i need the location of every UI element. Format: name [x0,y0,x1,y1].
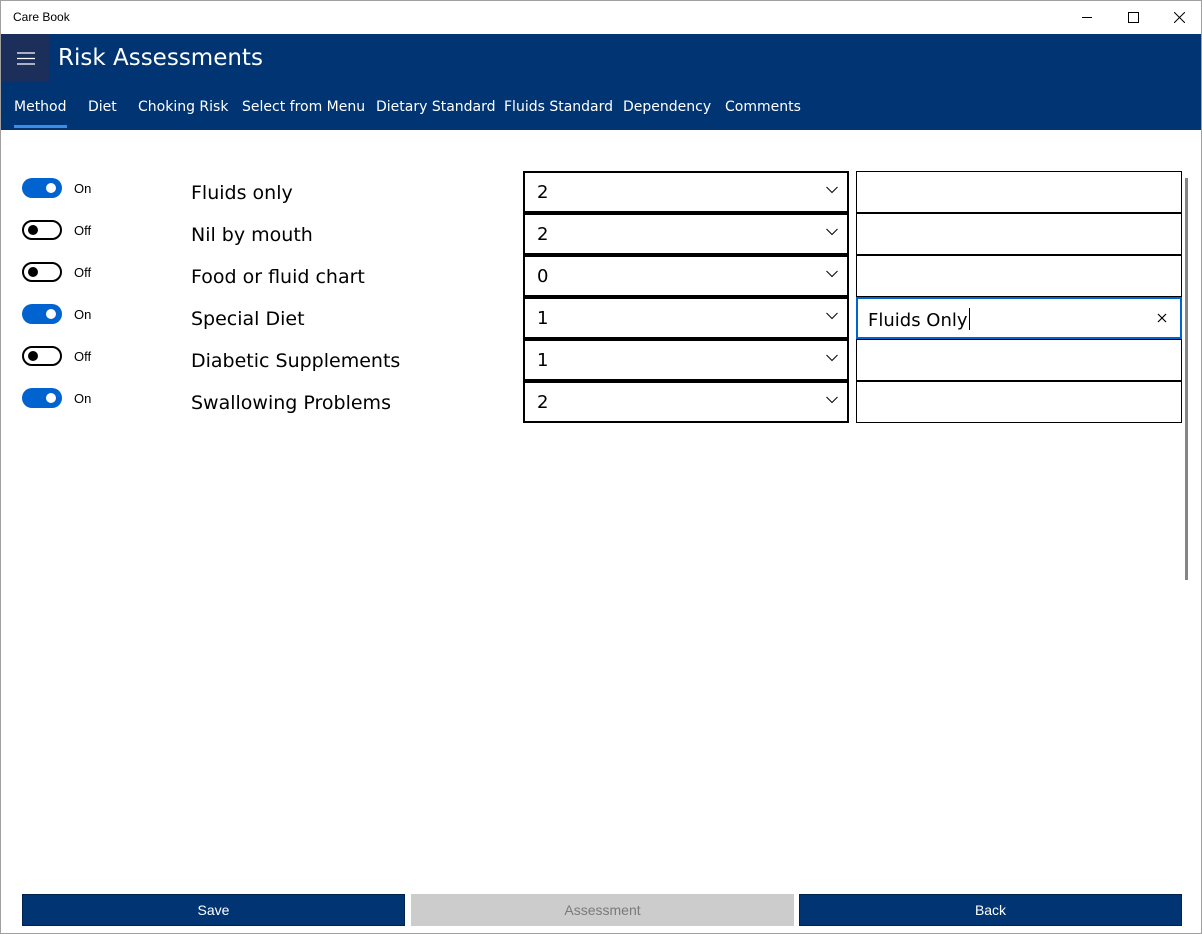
app-title: Care Book [13,10,70,24]
score-value: 2 [537,182,549,203]
row-label: Fluids only [191,182,293,204]
tab-fluids-standard[interactable]: Fluids Standard [504,99,614,115]
note-field[interactable] [856,297,1182,339]
row-label: Special Diet [191,308,305,330]
close-icon [1174,12,1185,23]
note-field[interactable] [856,381,1182,423]
maximize-button[interactable] [1110,1,1156,34]
chevron-down-icon [826,312,838,320]
note-field[interactable] [856,171,1182,213]
assessment-row-fluids-only [1,171,1201,213]
score-dropdown[interactable] [523,339,849,381]
special-diet-toggle[interactable] [22,304,62,324]
minimize-icon [1082,12,1093,23]
fluids-only-toggle[interactable] [22,178,62,198]
hamburger-icon [17,52,35,65]
app-header [1,34,1201,130]
toggle-state-label: Off [74,349,92,364]
score-dropdown[interactable] [523,255,849,297]
assessment-row-food-or-fluid-chart [1,255,1201,297]
close-window-button[interactable] [1156,1,1202,34]
tab-method[interactable]: Method [14,99,67,115]
row-label: Nil by mouth [191,224,313,246]
note-field[interactable] [856,339,1182,381]
toggle-state-label: On [74,307,92,322]
score-dropdown[interactable] [523,297,849,339]
toggle-knob [46,393,56,403]
diabetic-supplements-toggle[interactable] [22,346,62,366]
note-value-wrap [868,308,970,331]
tab-dietary-standard[interactable]: Dietary Standard [376,99,496,115]
tab-bar [1,96,1201,130]
tab-dependency[interactable]: Dependency [623,99,712,115]
tab-choking-risk[interactable]: Choking Risk [138,99,229,115]
toggle-state-label: On [74,181,92,196]
note-field[interactable] [856,255,1182,297]
food-or-fluid-chart-toggle[interactable] [22,262,62,282]
nil-by-mouth-toggle[interactable] [22,220,62,240]
toggle-knob [28,225,38,235]
assessment-row-diabetic-supplements [1,339,1201,381]
row-label: Food or fluid chart [191,266,365,288]
clear-icon[interactable] [1154,310,1170,326]
chevron-down-icon [826,186,838,194]
menu-button[interactable] [2,34,49,82]
assessment-row-special-diet [1,297,1201,339]
chevron-down-icon [826,228,838,236]
score-value: 1 [537,308,549,329]
text-caret [969,308,970,330]
score-dropdown[interactable] [523,381,849,423]
toggle-state-label: Off [74,265,92,280]
toggle-knob [28,267,38,277]
assessment-button[interactable]: Assessment [411,894,794,926]
page-title: Risk Assessments [58,45,263,71]
note-value: Fluids Only [868,310,968,331]
toggle-knob [28,351,38,361]
toggle-state-label: Off [74,223,92,238]
tab-select-from-menu[interactable]: Select from Menu [242,99,366,115]
chevron-down-icon [826,354,838,362]
score-dropdown[interactable] [523,171,849,213]
back-button[interactable]: Back [799,894,1182,926]
swallowing-problems-toggle[interactable] [22,388,62,408]
tab-comments[interactable]: Comments [725,99,801,115]
maximize-icon [1128,12,1139,23]
row-label: Diabetic Supplements [191,350,401,372]
minimize-button[interactable] [1064,1,1110,34]
toggle-knob [46,309,56,319]
note-field[interactable] [856,213,1182,255]
title-bar [1,1,1201,34]
score-value: 2 [537,224,549,245]
tab-diet[interactable]: Diet [88,99,117,115]
row-label: Swallowing Problems [191,392,391,414]
chevron-down-icon [826,270,838,278]
score-value: 0 [537,266,549,287]
vertical-scrollbar[interactable] [1185,178,1188,580]
assessment-row-nil-by-mouth [1,213,1201,255]
save-button[interactable]: Save [22,894,405,926]
assessment-row-swallowing-problems [1,381,1201,423]
score-dropdown[interactable] [523,213,849,255]
toggle-knob [46,183,56,193]
chevron-down-icon [826,396,838,404]
score-value: 1 [537,350,549,371]
toggle-state-label: On [74,391,92,406]
score-value: 2 [537,392,549,413]
